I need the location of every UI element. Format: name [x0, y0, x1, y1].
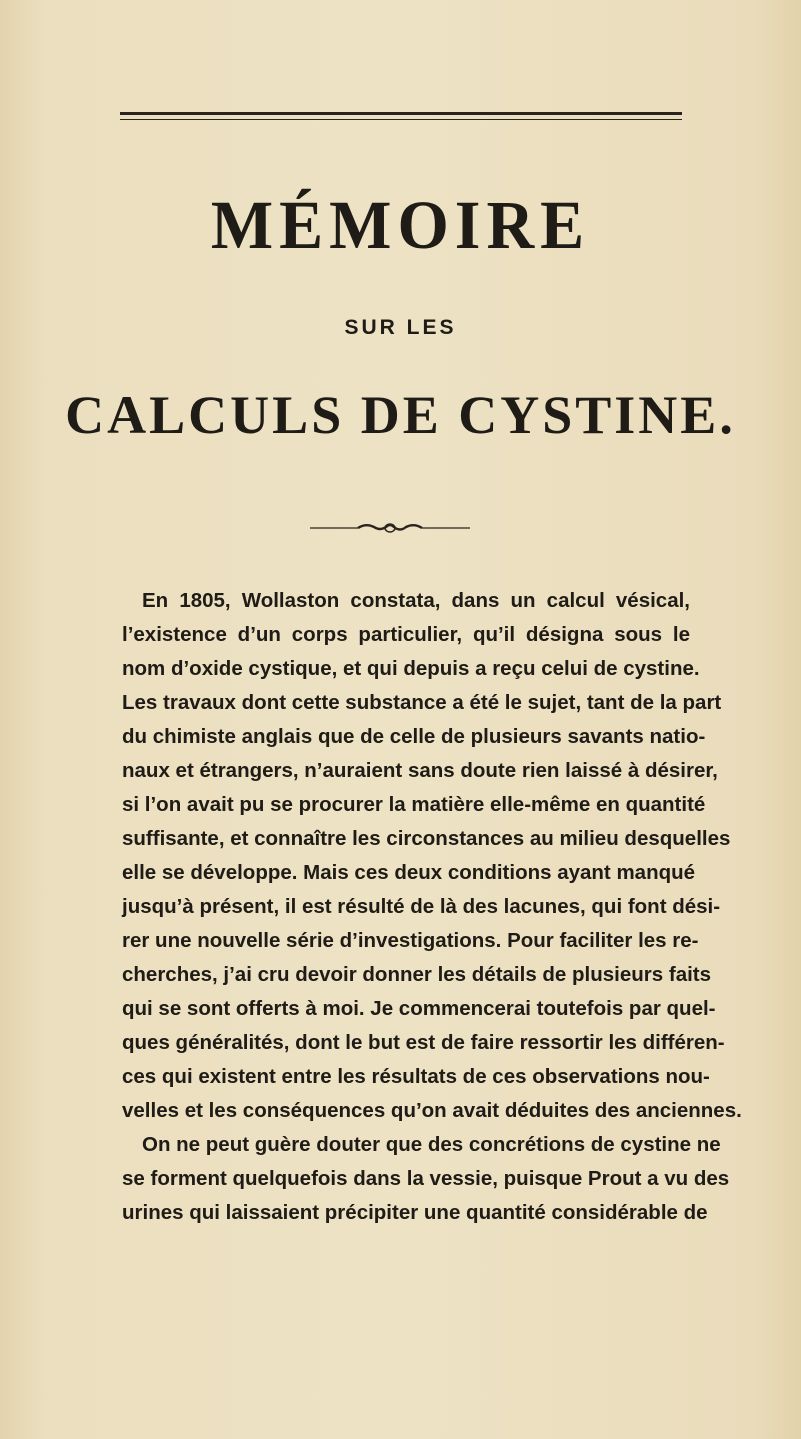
ornament-divider-icon	[310, 521, 470, 535]
text-line: jusqu’à présent, il est résulté de là des lacunes, qui font dési-	[122, 895, 721, 918]
body-text	[122, 584, 742, 1230]
text-line: Les travaux dont cette substance a été le sujet, tant de la part	[122, 691, 722, 714]
page-title: MÉMOIRE	[210, 187, 591, 264]
text-line: ques généralités, dont le but est de faire ressortir les différen-	[122, 1031, 725, 1054]
text-line: naux et étrangers, n’auraient sans doute rien laissé à désirer,	[122, 759, 718, 782]
text-line: On ne peut guère douter que des concrétions de cystine ne	[142, 1133, 721, 1156]
text-line: velles et les conséquences qu’on avait déduites des anciennes.	[122, 1099, 742, 1122]
top-double-rule	[120, 112, 682, 120]
text-line: elle se développe. Mais ces deux conditions ayant manqué	[122, 861, 696, 884]
page-subtitle: CALCULS DE CYSTINE.	[65, 385, 736, 445]
text-line: En 1805, Wollaston constata, dans un calcul vésical,	[142, 589, 690, 612]
text-line: si l’on avait pu se procurer la matière elle-même en quantité	[122, 793, 706, 816]
text-line: rer une nouvelle série d’investigations. Pour faciliter les re-	[122, 929, 699, 952]
text-line: se forment quelquefois dans la vessie, puisque Prout a vu des	[122, 1167, 730, 1190]
subtitle-prefix: SUR LES	[344, 316, 457, 339]
text-line: suffisante, et connaître les circonstances au milieu desquelles	[122, 827, 731, 850]
text-line: ces qui existent entre les résultats de ces observations nou-	[122, 1065, 710, 1088]
text-line: du chimiste anglais que de celle de plusieurs savants natio-	[122, 725, 706, 748]
text-line: l’existence d’un corps particulier, qu’il désigna sous le	[122, 623, 690, 646]
text-line: nom d’oxide cystique, et qui depuis a reçu celui de cystine.	[122, 657, 700, 680]
text-line: urines qui laissaient précipiter une quantité considérable de	[122, 1201, 708, 1224]
text-line: qui se sont offerts à moi. Je commencerai toutefois par quel-	[122, 997, 716, 1020]
text-line: cherches, j’ai cru devoir donner les détails de plusieurs faits	[122, 963, 712, 986]
